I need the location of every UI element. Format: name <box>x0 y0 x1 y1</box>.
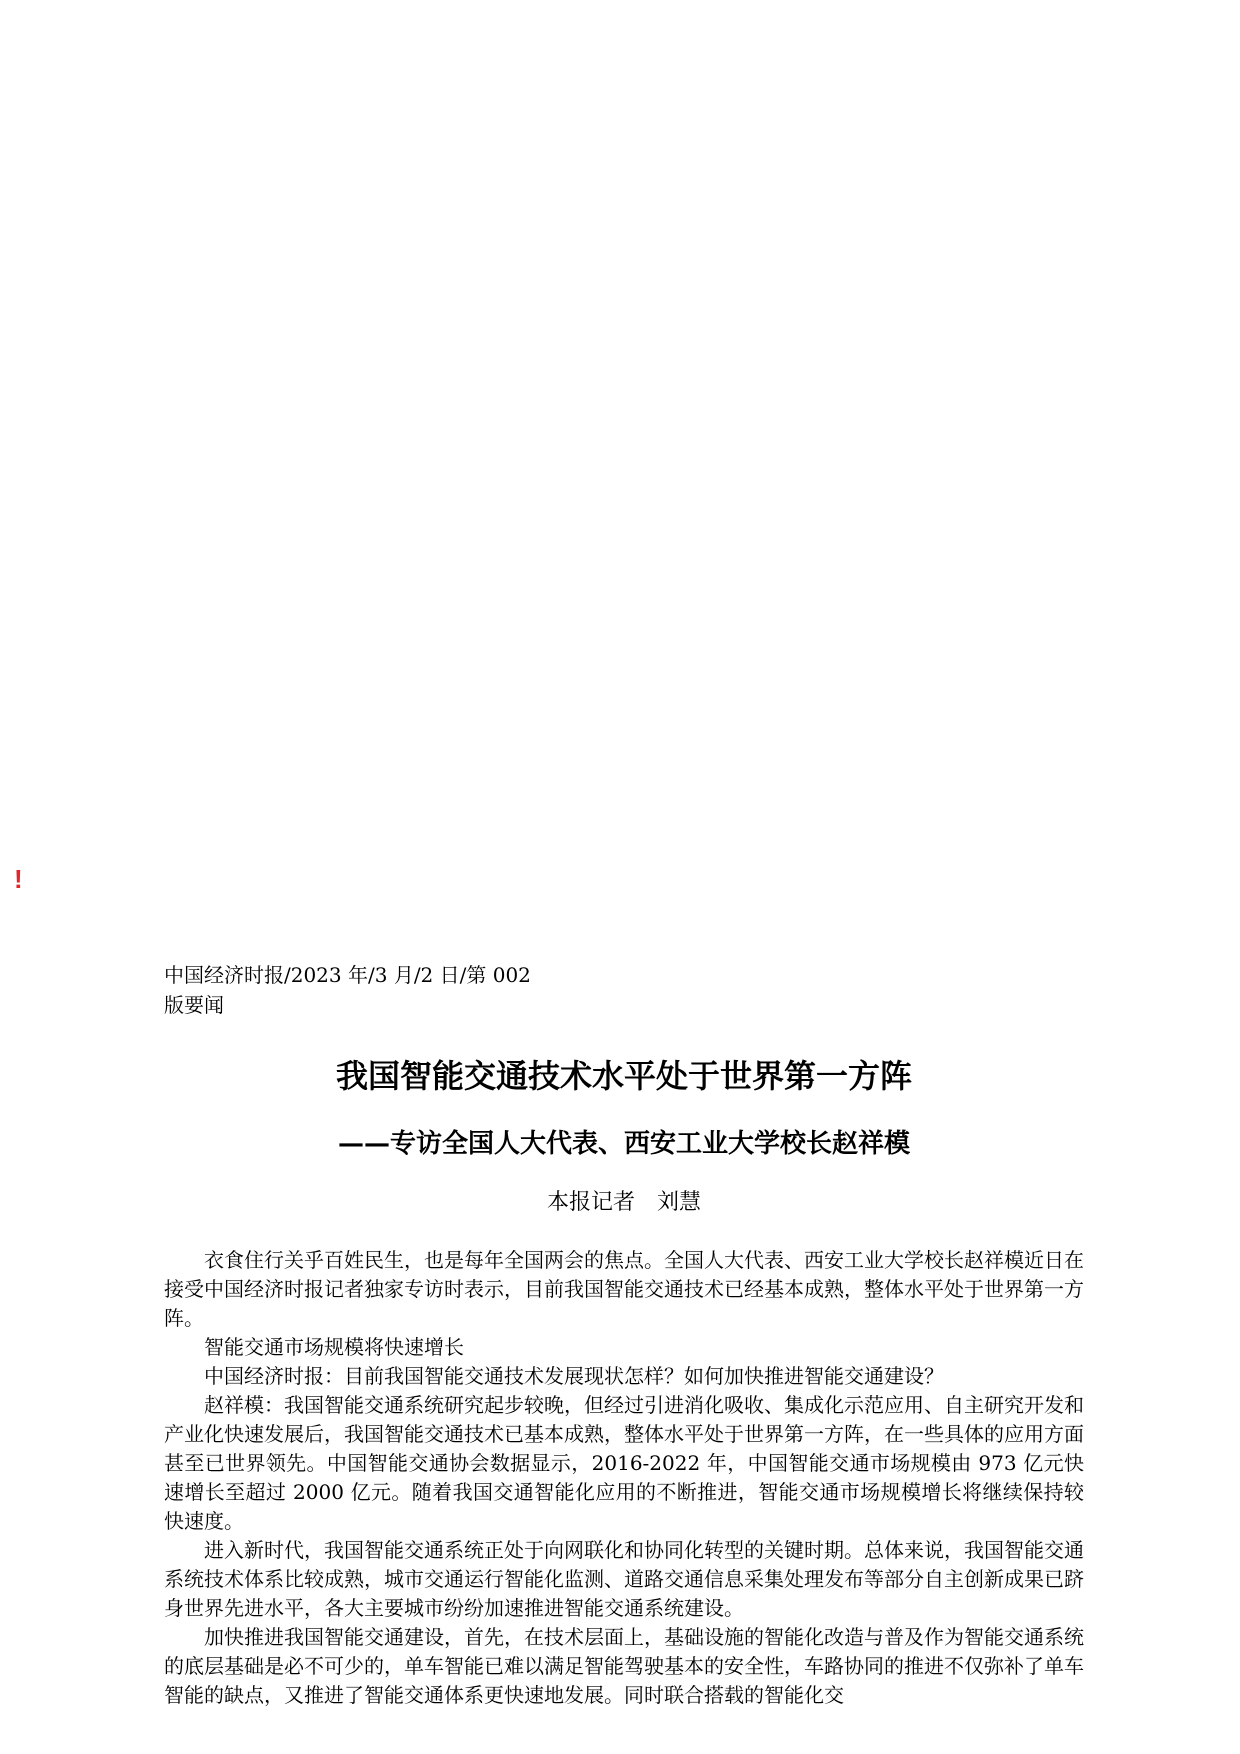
article-subtitle: ——专访全国人大代表、西安工业大学校长赵祥模 <box>337 1129 910 1159</box>
source-line-2: 版要闻 <box>164 993 224 1017</box>
article-body <box>164 1246 1084 1710</box>
exclamation-mark: ! <box>14 864 23 894</box>
paragraph-intro: 衣食住行关乎百姓民生，也是每年全国两会的焦点。全国人大代表、西安工业大学校长赵祥模近日在接受中国经济时报记者独家专访时表示，目前我国智能交通技术已经基本成熟，整体水平处于世界第一方阵。 <box>164 1248 1084 1330</box>
article <box>164 960 1084 1710</box>
paragraph-answer: 赵祥模：我国智能交通系统研究起步较晚，但经过引进消化吸收、集成化示范应用、自主研究开发和产业化快速发展后，我国智能交通技术已基本成熟，整体水平处于世界第一方阵，在一些具体的应用方面甚至已世界领先。中国智能交通协会数据显示，2016-2022 年，中国智能交通市场规模由 973 亿元快速增长至超过 2000 亿元。随着我国交通智能化应用的不断推进，智能交通市场规模增长将继续保持较快速度。 <box>164 1393 1084 1533</box>
paragraph-new-era: 进入新时代，我国智能交通系统正处于向网联化和协同化转型的关键时期。总体来说，我国智能交通系统技术体系比较成熟，城市交通运行智能化监测、道路交通信息采集处理发布等部分自主创新成果已跻身世界先进水平，各大主要城市纷纷加速推进智能交通系统建设。 <box>164 1538 1084 1620</box>
section-heading: 智能交通市场规模将快速增长 <box>204 1335 464 1359</box>
source-line-1: 中国经济时报/2023 年/3 月/2 日/第 002 <box>164 963 531 987</box>
article-title: 我国智能交通技术水平处于世界第一方阵 <box>335 1057 912 1095</box>
paragraph-question: 中国经济时报：目前我国智能交通技术发展现状怎样？如何加快推进智能交通建设？ <box>204 1364 944 1388</box>
byline: 本报记者 刘慧 <box>546 1190 701 1215</box>
source-line <box>164 960 564 1020</box>
paragraph-accelerate: 加快推进我国智能交通建设，首先，在技术层面上，基础设施的智能化改造与普及作为智能交通系统的底层基础是必不可少的，单车智能已难以满足智能驾驶基本的安全性，车路协同的推进不仅弥补了单车智能的缺点，又推进了智能交通体系更快速地发展。同时联合搭载的智能化交 <box>164 1625 1084 1707</box>
